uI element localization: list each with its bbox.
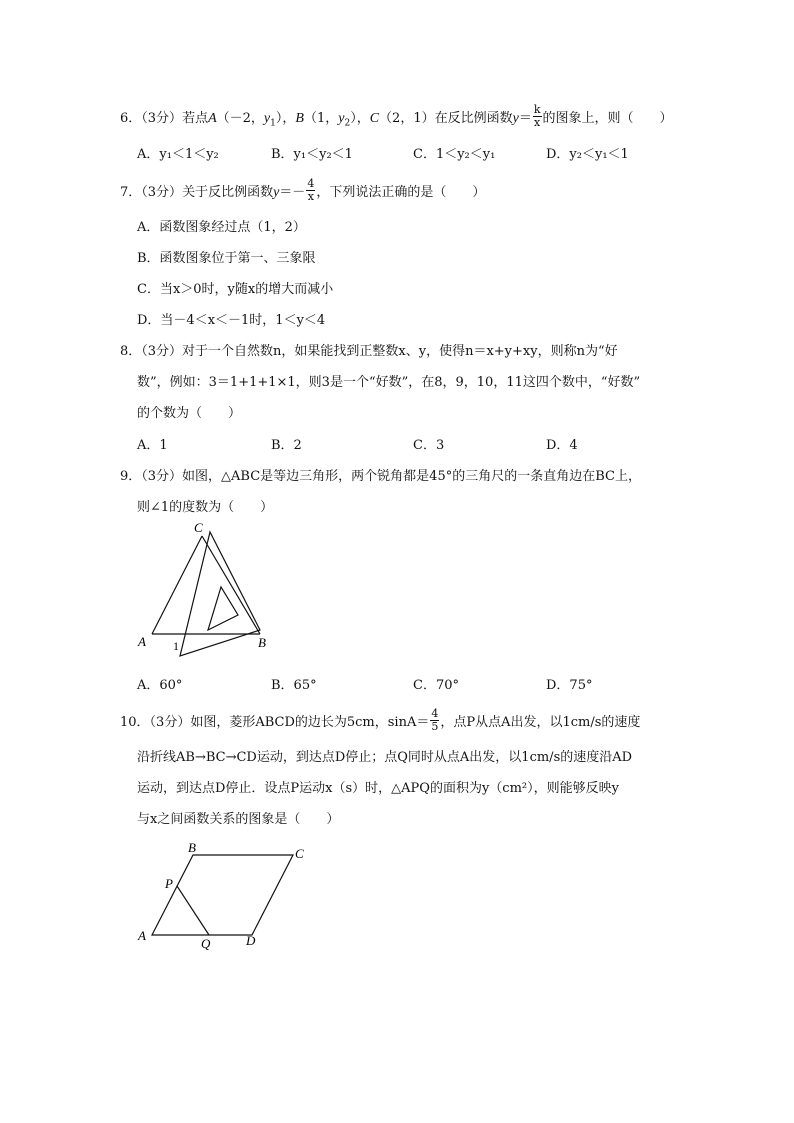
q6-point-c: C [369, 111, 380, 126]
q6-frac-num: k [533, 103, 541, 116]
q7-option-b[interactable]: B．函数图象位于第一、三象限 [137, 251, 316, 266]
q6-coord-a: （－2， [216, 111, 264, 126]
q6-option-c[interactable]: C．1＜y₂＜y₁ [413, 147, 496, 162]
q8-option-c[interactable]: C．3 [413, 438, 445, 453]
q7-eq: ＝－ [279, 185, 306, 200]
q6-tail: 的图象上，则（ ） [542, 111, 673, 126]
q6-y2: y [338, 111, 345, 126]
q6-point-a: A [208, 111, 217, 126]
q10-line-1 [120, 707, 641, 735]
q8-line-3: 的个数为（ ） [137, 406, 242, 421]
q10-line1-b: ，点P从点A出发，以1cm/s的速度 [440, 715, 641, 730]
q6-sub2: 2 [344, 118, 351, 129]
q10-line-2: 沿折线AB→BC→CD运动，到达点D停止；点Q同时从点A出发，以1cm/s的速度沿AD [137, 750, 633, 765]
q7-frac-num: 4 [307, 177, 315, 190]
q9-label-c: C [194, 520, 203, 535]
q6-close-a: ）， [275, 111, 296, 126]
q9-line-1: 9．（3分）如图，△ABC是等边三角形，两个锐角都是45°的三角尺的一条直角边在BC上， [120, 469, 641, 484]
q6-stem [120, 103, 673, 133]
q10-figure [130, 836, 320, 954]
q10-label-a: A [138, 928, 146, 943]
q9-line-2: 则∠1的度数为（ ） [137, 500, 274, 515]
q6-option-a[interactable]: A．y₁＜1＜y₂ [137, 147, 219, 162]
q9-label-b: B [258, 635, 266, 650]
q6-number: 6． [120, 111, 142, 126]
q9-option-d[interactable]: D．75° [546, 678, 593, 693]
q6-sub1: 1 [270, 118, 276, 129]
q7-score: （3分） [141, 185, 183, 200]
rhombus-abcd [152, 855, 293, 935]
q10-label-q: Q [201, 936, 211, 951]
q6-yvar: y [512, 111, 519, 126]
q7-tail: ，下列说法正确的是（ ） [316, 185, 486, 200]
q7-option-d[interactable]: D．当－4＜x＜－1时，1＜y＜4 [137, 313, 326, 328]
q10-fraction [430, 708, 439, 733]
set-square [180, 532, 260, 656]
q6-frac-den: x [534, 116, 541, 129]
q9-option-b[interactable]: B．65° [271, 678, 317, 693]
q6-text: 若点 [182, 111, 209, 126]
q8-option-b[interactable]: B．2 [271, 438, 302, 453]
q7-stem [120, 177, 486, 205]
q10-label-c: C [295, 846, 304, 861]
q10-label-d: D [246, 933, 256, 948]
q6-point-b: B [295, 111, 304, 126]
q6-eq: ＝ [518, 111, 532, 126]
q7-text: 关于反比例函数 [182, 185, 274, 200]
q10-label-p: P [165, 876, 173, 891]
q10-line1-a: 10．（3分）如图，菱形ABCD的边长为5cm，sinA＝ [120, 715, 430, 730]
q6-fraction [533, 104, 542, 129]
q8-line-2: 数”，例如：3＝1+1+1×1，则3是一个“好数”，在8，9，10，11这四个数中，“好数” [137, 375, 641, 390]
q7-yvar: y [273, 185, 280, 200]
q9-option-a[interactable]: A．60° [137, 678, 183, 693]
q9-label-a: A [138, 634, 146, 649]
q6-score: （3分） [141, 111, 183, 126]
q7-frac-den: x [307, 190, 314, 203]
q8-line-1: 8．（3分）对于一个自然数n，如果能找到正整数x、y，使得n＝x+y+xy，则称n为“好 [120, 344, 618, 359]
q10-line-4: 与x之间函数关系的图象是（ ） [137, 812, 340, 827]
q6-option-b[interactable]: B．y₁＜y₂＜1 [271, 147, 353, 162]
q9-figure [130, 518, 280, 660]
q6-option-d[interactable]: D．y₂＜y₁＜1 [546, 147, 629, 162]
q10-frac-num: 4 [431, 707, 439, 720]
q7-option-c[interactable]: C．当x＞0时，y随x的增大而减小 [137, 282, 334, 297]
q8-option-a[interactable]: A．1 [137, 438, 168, 453]
q9-angle-1-label: 1 [173, 639, 179, 653]
q8-option-d[interactable]: D．4 [546, 438, 578, 453]
q7-option-a[interactable]: A．函数图象经过点（1，2） [137, 220, 306, 235]
q9-option-c[interactable]: C．70° [413, 678, 459, 693]
q7-fraction [306, 178, 315, 203]
q6-coord-b: （1， [303, 111, 339, 126]
q10-line-3: 运动，到达点D停止．设点P运动x（s）时，△APQ的面积为y（cm²），则能够反映y [137, 781, 619, 796]
q10-label-b: B [188, 840, 196, 855]
q10-frac-den: 5 [431, 720, 439, 733]
q6-y1: y [263, 111, 271, 126]
q7-number: 7． [120, 185, 142, 200]
q6-coord-c: （2，1）在反比例函数 [379, 111, 513, 126]
q6-close-b: ）， [350, 111, 370, 126]
